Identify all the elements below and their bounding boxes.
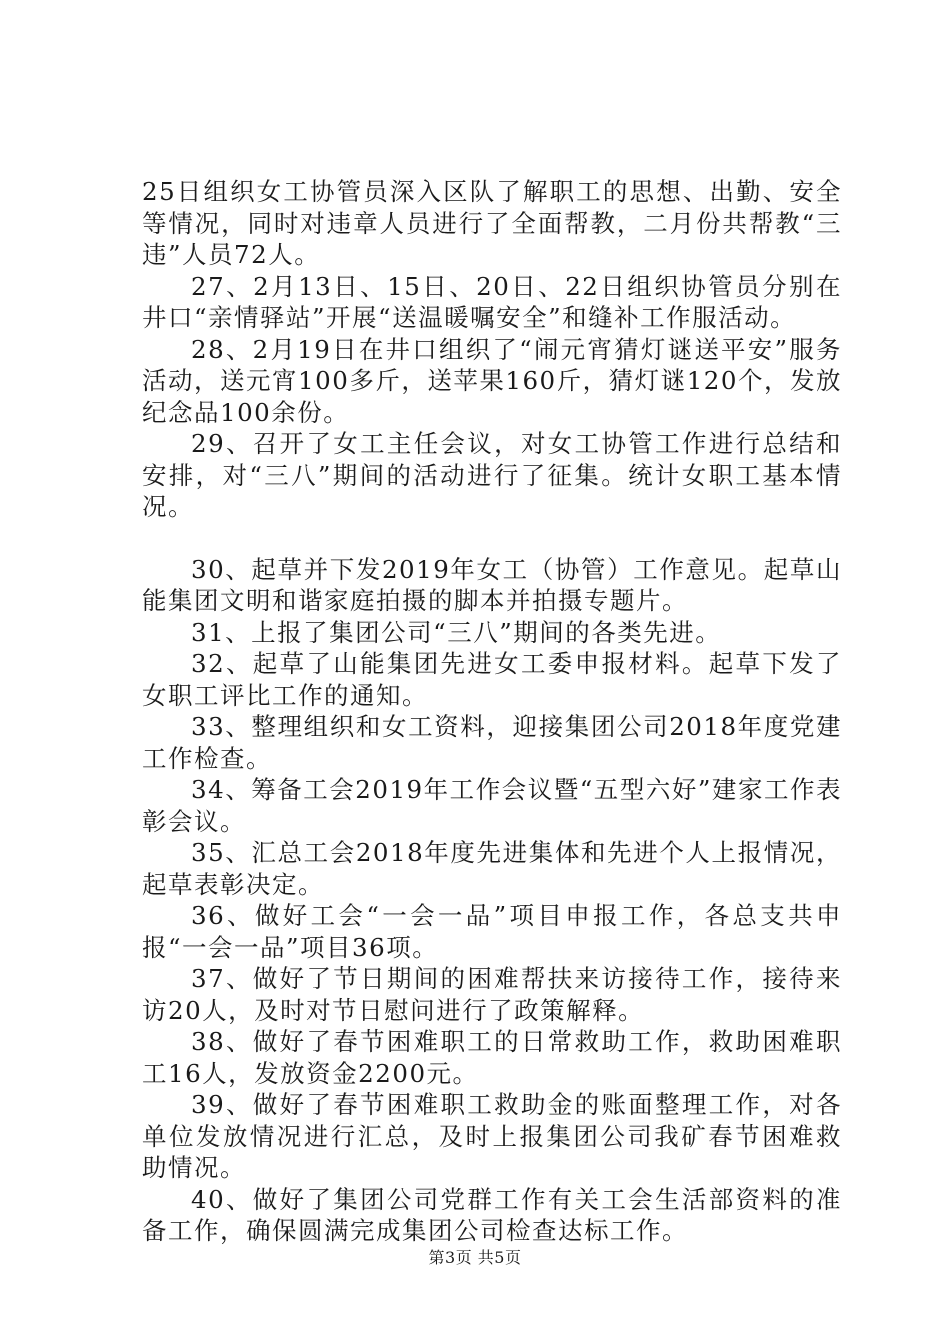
paragraph-25: 25日组织女工协管员深入区队了解职工的思想、出勤、安全等情况，同时对违章人员进行了全面帮教，二月份共帮教“三违”人员72人。: [142, 177, 842, 269]
paragraph-38: 38、做好了春节困难职工的日常救助工作，救助困难职工16人，发放资金2200元。: [142, 1027, 842, 1088]
paragraph-40: 40、做好了集团公司党群工作有关工会生活部资料的准备工作，确保圆满完成集团公司检查达标工作。: [142, 1184, 842, 1245]
paragraph-30: 30、起草并下发2019年女工（协管）工作意见。起草山能集团文明和谐家庭拍摄的脚本并拍摄专题片。: [142, 554, 842, 615]
paragraph-35: 35、汇总工会2018年度先进集体和先进个人上报情况，起草表彰决定。: [142, 838, 842, 899]
paragraph-27: 27、2月13日、15日、20日、22日组织协管员分别在井口“亲情驿站”开展“送温暖嘱安全”和缝补工作服活动。: [142, 271, 842, 332]
paragraph-29: 29、召开了女工主任会议，对女工协管工作进行总结和安排，对“三八”期间的活动进行了征集。统计女职工基本情况。: [142, 429, 842, 521]
paragraph-39: 39、做好了春节困难职工救助金的账面整理工作，对各单位发放情况进行汇总，及时上报集团公司我矿春节困难救助情况。: [142, 1090, 842, 1182]
paragraph-31: 31、上报了集团公司“三八”期间的各类先进。: [191, 617, 722, 647]
document-body: [142, 176, 842, 1247]
paragraph-28: 28、2月19日在井口组织了“闹元宵猜灯谜送平安”服务活动，送元宵100多斤，送苹果160斤，猜灯谜120个，发放纪念品100余份。: [142, 334, 842, 427]
page-number-footer: 第3页 共5页: [428, 1248, 522, 1267]
paragraph-34: 34、筹备工会2019年工作会议暨“五型六好”建家工作表彰会议。: [142, 775, 842, 836]
paragraph-37: 37、做好了节日期间的困难帮扶来访接待工作，接待来访20人，及时对节日慰问进行了政策解释。: [142, 964, 842, 1025]
paragraph-33: 33、整理组织和女工资料，迎接集团公司2018年度党建工作检查。: [142, 712, 842, 773]
paragraph-32: 32、起草了山能集团先进女工委申报材料。起草下发了女职工评比工作的通知。: [142, 649, 842, 710]
paragraph-36: 36、做好工会“一会一品”项目申报工作，各总支共申报“一会一品”项目36项。: [142, 901, 842, 962]
